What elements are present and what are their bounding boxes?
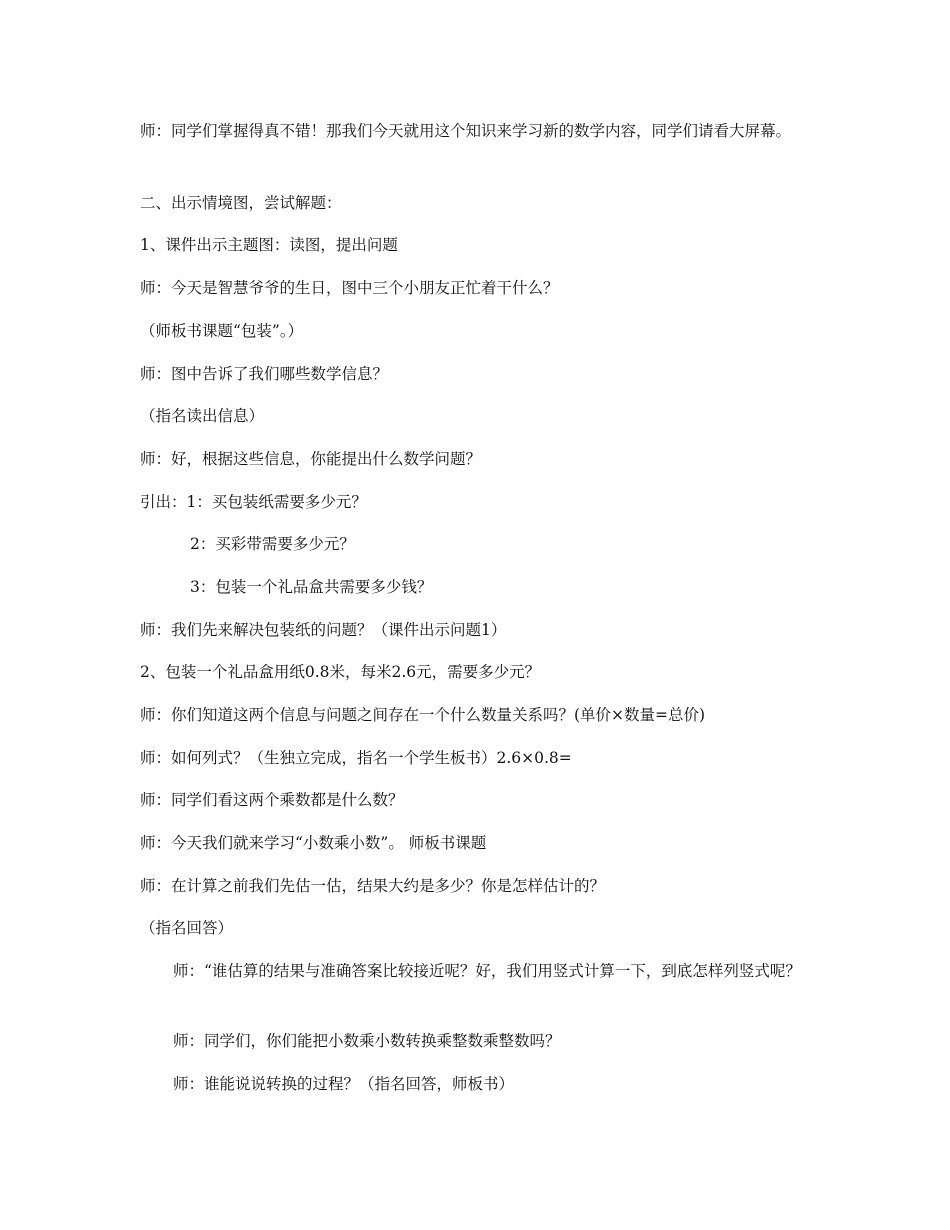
paragraph-1: 师：同学们掌握得真不错！那我们今天就用这个知识来学习新的数学内容，同学们请看大屏幕。	[140, 122, 792, 140]
paragraph-13: 2、包装一个礼品盒用纸0.8米，每米2.6元，需要多少元？	[140, 663, 541, 681]
paragraph-14: 师：你们知道这两个信息与问题之间存在一个什么数量关系吗？(单价×数量=总价)	[140, 706, 706, 724]
paragraph-12: 师：我们先来解决包装纸的问题？（课件出示问题1）	[140, 621, 507, 639]
paragraph-21: 师：同学们，你们能把小数乘小数转换乘整数乘整数吗？	[173, 1032, 561, 1050]
paragraph-19: （指名回答）	[140, 919, 234, 937]
paragraph-6: 师：图中告诉了我们哪些数学信息？	[140, 365, 389, 383]
paragraph-15: 师：如何列式？（生独立完成，指名一个学生板书）2.6×0.8=	[140, 749, 572, 767]
paragraph-2: 二、出示情境图，尝试解题：	[140, 194, 342, 212]
paragraph-3: 1、课件出示主题图：读图，提出问题	[140, 236, 398, 254]
paragraph-18: 师：在计算之前我们先估一估，结果大约是多少？你是怎样估计的？	[140, 877, 606, 895]
paragraph-5: （师板书课题“包装”。）	[140, 322, 304, 340]
paragraph-22: 师：谁能说说转换的过程？（指名回答，师板书）	[173, 1075, 515, 1093]
paragraph-4: 师：今天是智慧爷爷的生日，图中三个小朋友正忙着干什么？	[140, 279, 559, 297]
paragraph-11: 3：包装一个礼品盒共需要多少钱？	[190, 578, 433, 596]
paragraph-8: 师：好，根据这些信息，你能提出什么数学问题？	[140, 450, 482, 468]
paragraph-16: 师：同学们看这两个乘数都是什么数？	[140, 791, 404, 809]
paragraph-7: （指名读出信息）	[140, 407, 265, 425]
paragraph-20: 师：“谁估算的结果与准确答案比较接近呢？好，我们用竖式计算一下，到底怎样列竖式呢？	[173, 962, 801, 980]
paragraph-17: 师：今天我们就来学习“小数乘小数”。 师板书课题	[140, 834, 487, 852]
paragraph-9: 引出：1：买包装纸需要多少元？	[140, 493, 367, 511]
paragraph-10: 2：买彩带需要多少元？	[190, 535, 355, 553]
